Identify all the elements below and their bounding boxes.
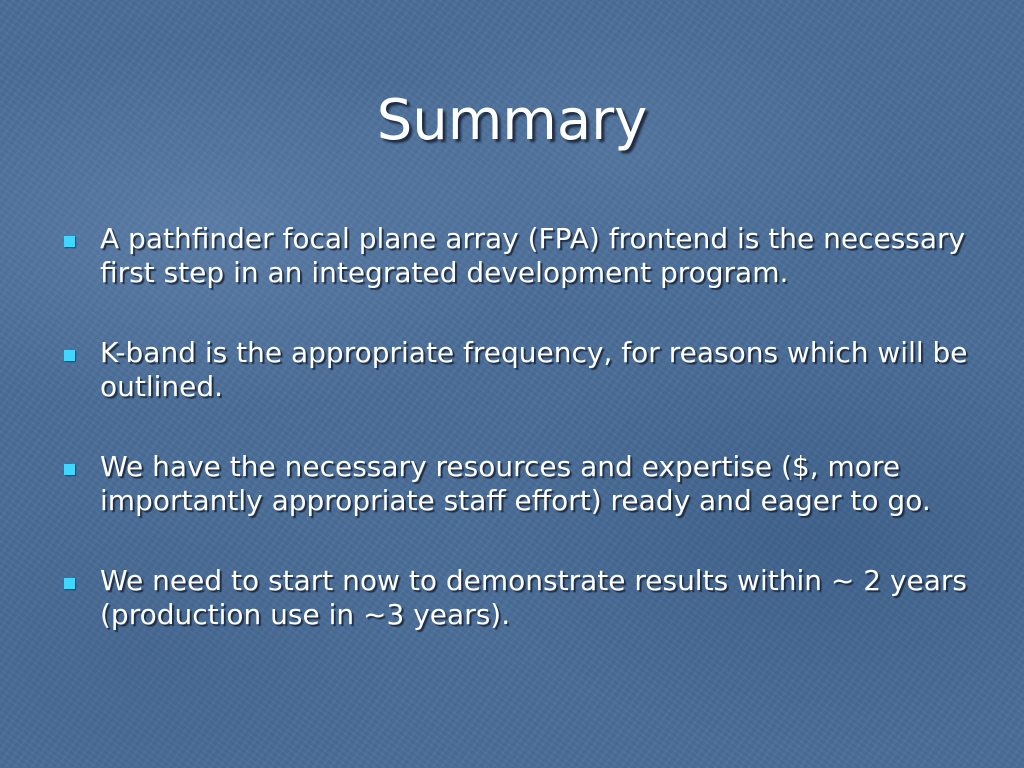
bullet-text: We need to start now to demonstrate results within ~ 2 years (production use in ~3 years). xyxy=(100,564,968,631)
bullet-list xyxy=(62,222,982,678)
slide-title: Summary xyxy=(376,88,648,153)
square-bullet-icon xyxy=(64,350,75,361)
bullet-text: A pathfinder focal plane array (FPA) frontend is the necessary first step in an integrated development program. xyxy=(100,222,966,289)
bullet-item xyxy=(62,336,982,404)
bullet-item xyxy=(62,564,982,632)
bullet-item xyxy=(62,450,982,518)
bullet-text: K-band is the appropriate frequency, for reasons which will be outlined. xyxy=(100,336,968,403)
square-bullet-icon xyxy=(64,236,75,247)
square-bullet-icon xyxy=(64,464,75,475)
bullet-text: We have the necessary resources and expertise ($, more importantly appropriate staff effort) ready and eager to go. xyxy=(100,450,931,517)
square-bullet-icon xyxy=(64,578,75,589)
bullet-item xyxy=(62,222,982,290)
